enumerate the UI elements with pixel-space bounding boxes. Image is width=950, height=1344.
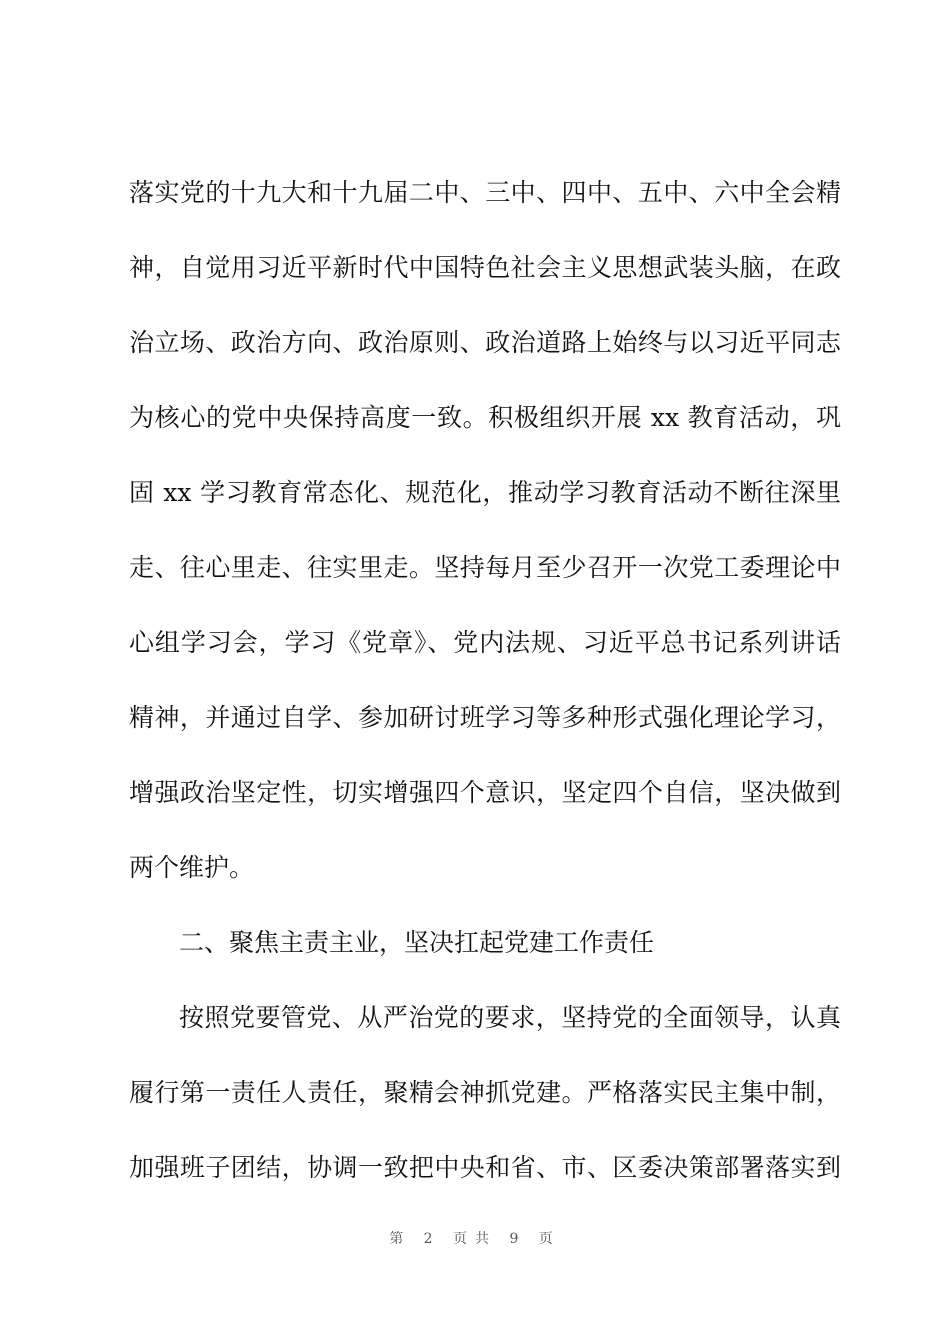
body-text-line: 神，自觉用习近平新时代中国特色社会主义思想武装头脑，在政	[129, 253, 841, 282]
body-text-line: 心组学习会，学习《党章》、党内法规、习近平总书记系列讲话	[129, 628, 841, 657]
body-text-line: 履行第一责任人责任，聚精会神抓党建。严格落实民主集中制，	[129, 1078, 841, 1107]
body-text-line: 精神，并通过自学、参加研讨班学习等多种形式强化理论学习，	[129, 703, 841, 732]
body-text-line: 为核心的党中央保持高度一致。积极组织开展 xx 教育活动，巩	[129, 403, 841, 432]
body-text-line: 加强班子团结，协调一致把中央和省、市、区委决策部署落实到	[129, 1153, 841, 1182]
body-text-line: 增强政治坚定性，切实增强四个意识，坚定四个自信，坚决做到	[129, 778, 841, 807]
body-text-line: 固 xx 学习教育常态化、规范化，推动学习教育活动不断往深里	[129, 478, 841, 507]
body-text-line: 落实党的十九大和十九届二中、三中、四中、五中、六中全会精	[129, 178, 841, 207]
page-number-footer: 第 2 页共 9 页	[389, 1231, 561, 1247]
body-text-line: 两个维护。	[129, 853, 255, 882]
section-heading: 二、聚焦主责主业，坚决扛起党建工作责任	[179, 928, 655, 957]
body-text-line: 治立场、政治方向、政治原则、政治道路上始终与以习近平同志	[129, 328, 841, 357]
body-text-line: 按照党要管党、从严治党的要求，坚持党的全面领导，认真	[179, 1003, 841, 1032]
body-text-line: 走、往心里走、往实里走。坚持每月至少召开一次党工委理论中	[129, 553, 841, 582]
